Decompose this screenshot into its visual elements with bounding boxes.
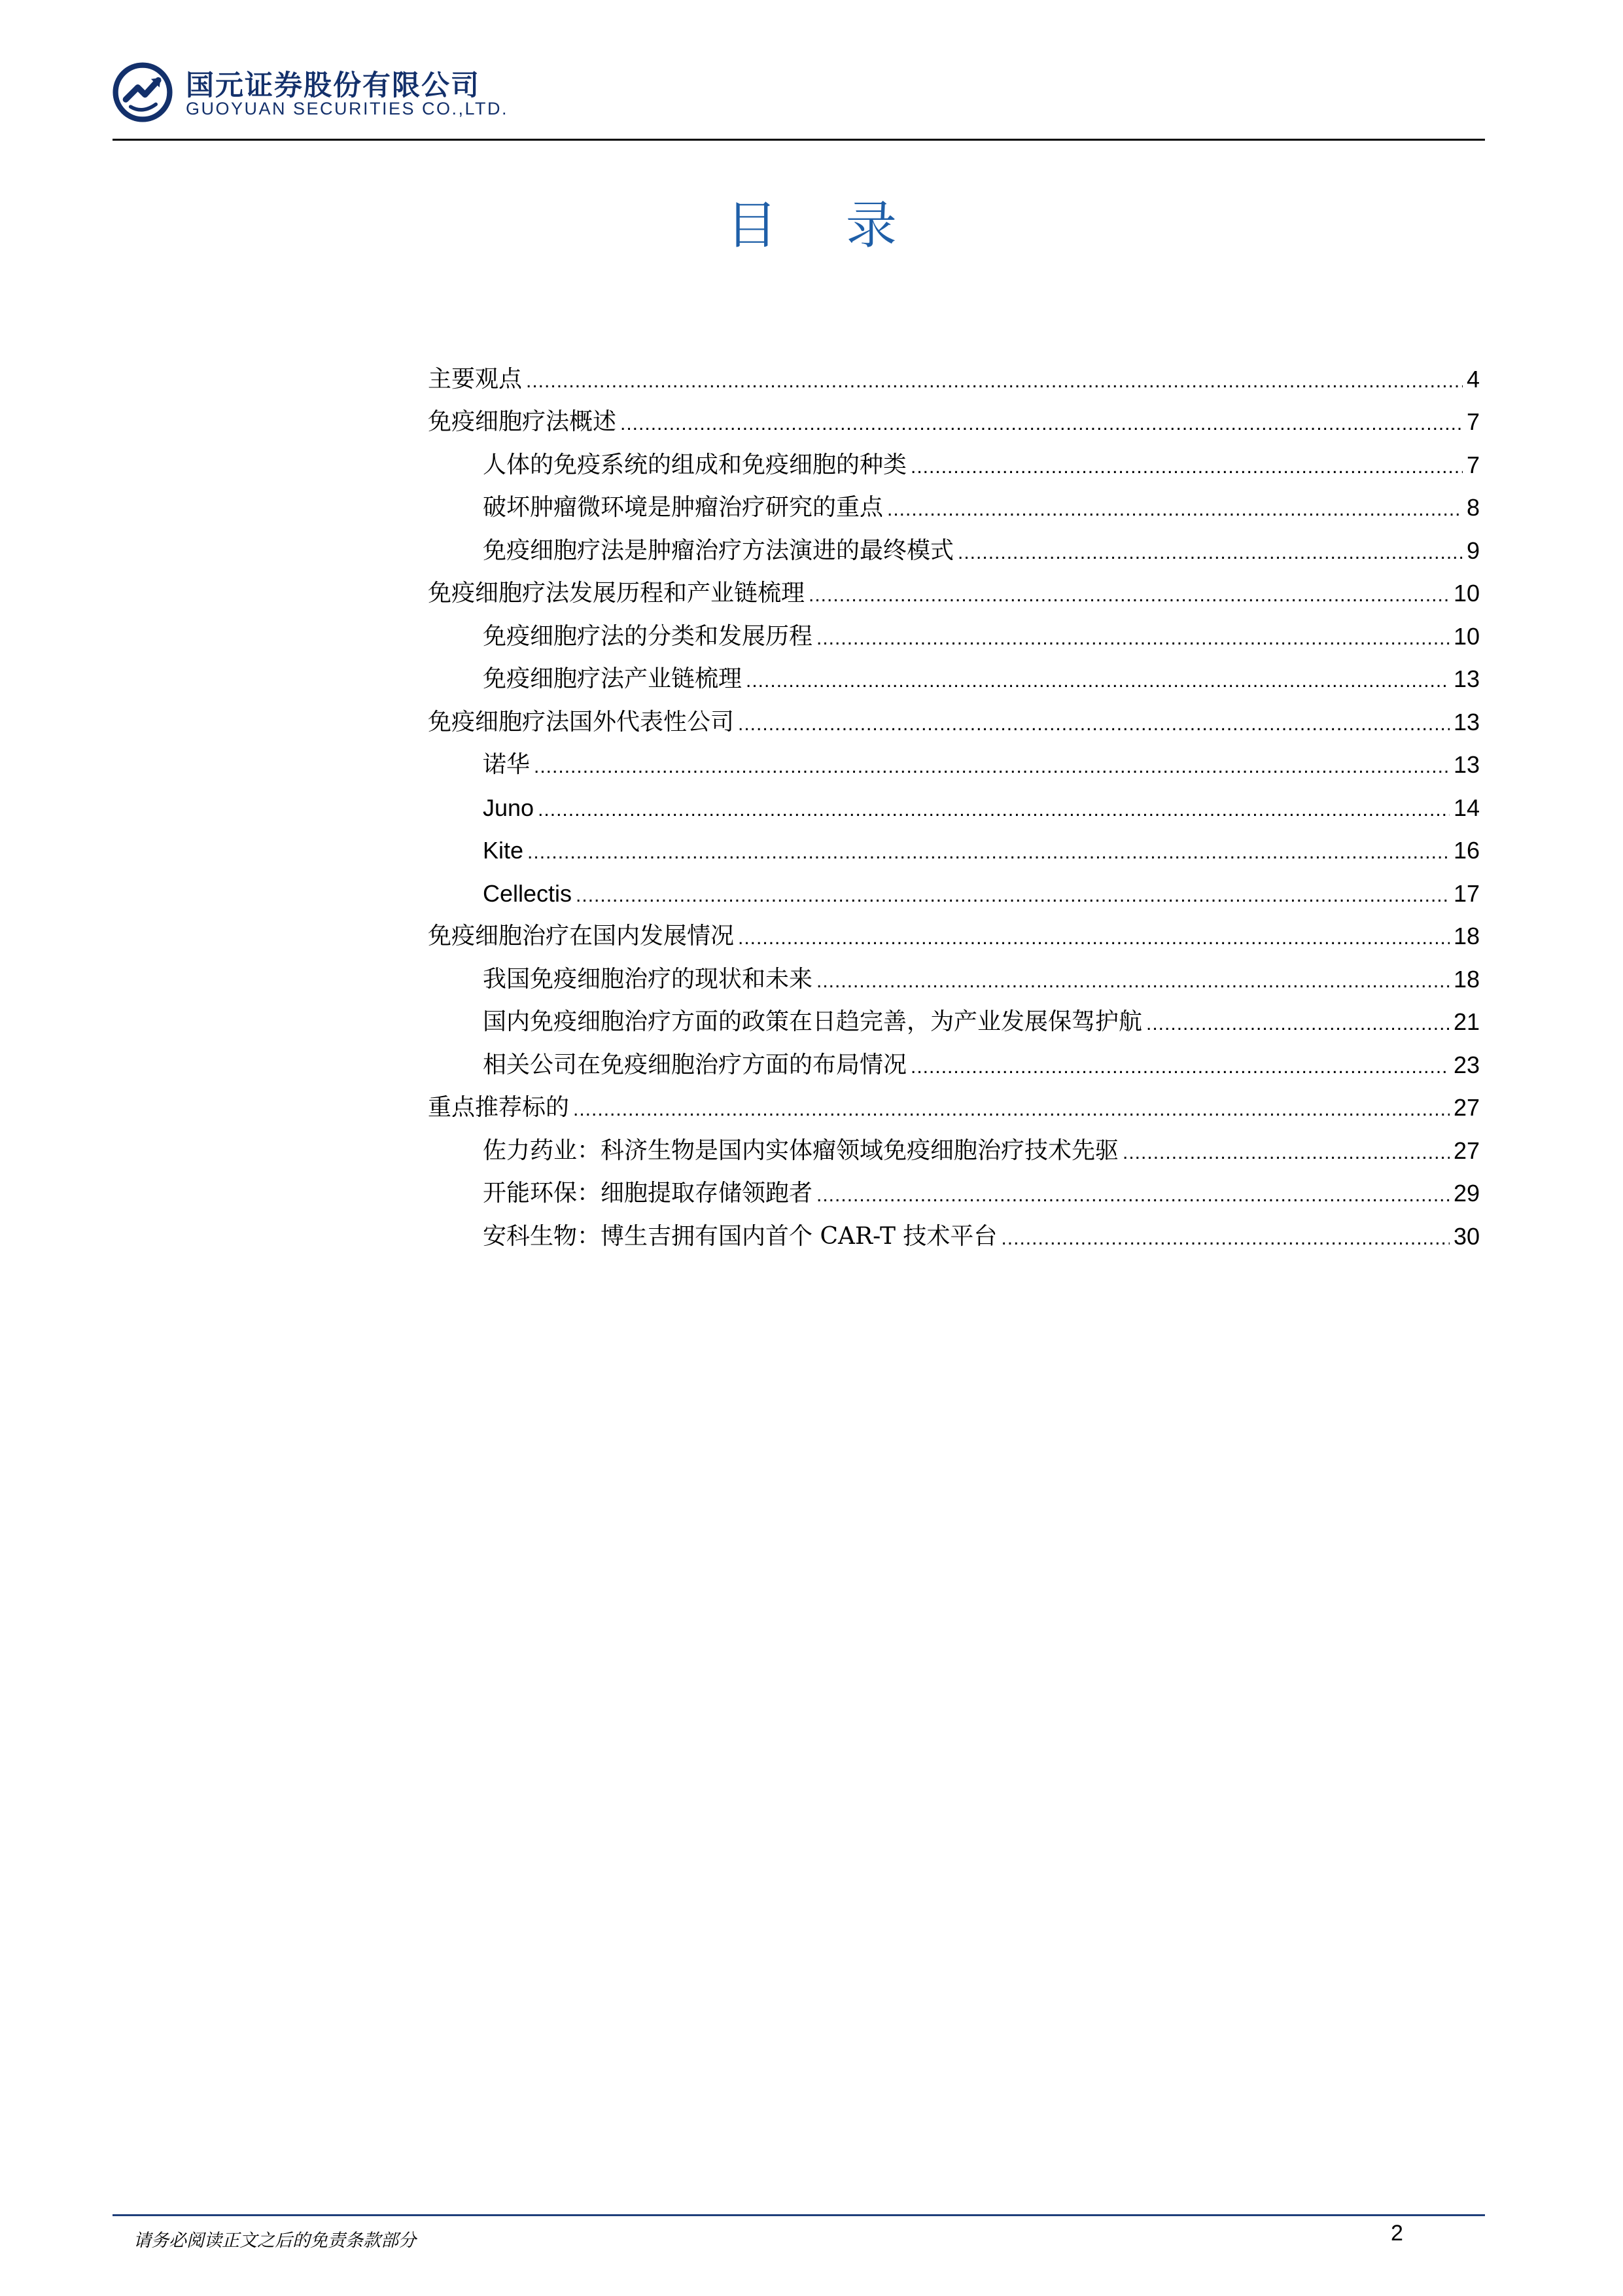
toc-entry-label: 诺华 [483,751,531,778]
toc-dot-leader [816,629,1450,648]
toc-entry-page: 4 [1466,365,1480,393]
toc-entry-label: Cellectis [483,879,572,907]
toc-entry[interactable] [428,477,1480,520]
toc-entry-page: 30 [1453,1222,1480,1250]
toc-dot-leader [911,1057,1450,1077]
toc-dot-leader [816,972,1450,991]
toc-entry[interactable] [428,777,1480,820]
company-name-en: GUOYUAN SECURITIES CO.,LTD. [186,99,509,118]
toc-entry-label: 破坏肿瘤微环境是肿瘤治疗研究的重点 [483,494,884,521]
company-name-cn: 国元证券股份有限公司 [186,69,480,102]
toc-entry-page: 13 [1453,665,1480,692]
toc-entry-page: 23 [1453,1051,1480,1078]
toc-entry-label: 免疫细胞治疗在国内发展情况 [428,923,735,949]
toc-entry[interactable] [428,1205,1480,1248]
toc-entry-page: 8 [1466,494,1480,521]
toc-dot-leader [538,800,1450,820]
toc-dot-leader [526,372,1463,391]
toc-entry[interactable] [428,820,1480,863]
toc-dot-leader [816,1186,1450,1205]
toc-entry[interactable] [428,906,1480,949]
toc-entry[interactable] [428,605,1480,648]
page-title: 目 录 [726,196,923,255]
footer-disclaimer: 请务必阅读正文之后的免责条款部分 [133,2231,416,2251]
toc-entry-label: 主要观点 [428,365,523,393]
toc-entry-page: 10 [1453,580,1480,607]
toc-entry-page: 14 [1453,794,1480,821]
toc-entry-label: Juno [483,794,534,821]
toc-entry-label: 免疫细胞疗法发展历程和产业链梳理 [428,580,805,607]
toc-entry[interactable] [428,1163,1480,1206]
toc-entry-label: 开能环保：细胞提取存储领跑者 [483,1180,813,1207]
toc-entry-page: 13 [1453,708,1480,735]
toc-entry[interactable] [428,991,1480,1034]
footer-page-number: 2 [1391,2221,1403,2246]
header-divider [113,139,1485,141]
toc-entry-page: 29 [1453,1180,1480,1207]
toc-entry-page: 10 [1453,622,1480,650]
toc-entry-label: 安科生物：博生吉拥有国内首个 CAR-T 技术平台 [483,1222,998,1250]
toc-entry[interactable] [428,391,1480,434]
toc-dot-leader [746,671,1450,691]
toc-entry[interactable] [428,520,1480,563]
toc-entry-page: 9 [1466,537,1480,564]
footer-divider [113,2214,1485,2216]
toc-dot-leader [911,457,1463,477]
toc-dot-leader [887,500,1463,520]
toc-entry-label: 相关公司在免疫细胞治疗方面的布局情况 [483,1051,907,1078]
toc-entry-label: 重点推荐标的 [428,1094,570,1121]
toc-entry-label: 免疫细胞疗法是肿瘤治疗方法演进的最终模式 [483,537,954,564]
toc-entry[interactable] [428,434,1480,477]
toc-entry[interactable] [428,1120,1480,1163]
toc-entry-page: 16 [1453,837,1480,864]
guoyuan-logo-icon [113,62,173,122]
toc-entry-label: 免疫细胞疗法产业链梳理 [483,665,742,692]
toc-entry-label: 我国免疫细胞治疗的现状和未来 [483,965,813,993]
toc-dot-leader [527,843,1450,862]
toc-dot-leader [738,715,1450,734]
toc-entry-page: 7 [1466,451,1480,478]
toc-entry-label: 免疫细胞疗法概述 [428,408,617,435]
toc-dot-leader [1123,1143,1450,1163]
toc-dot-leader [958,543,1463,563]
toc-dot-leader [1146,1014,1450,1034]
toc-entry-page: 13 [1453,751,1480,778]
toc-dot-leader [534,757,1450,777]
toc-entry-page: 18 [1453,923,1480,949]
toc-entry[interactable] [428,1034,1480,1077]
toc-dot-leader [809,586,1450,605]
toc-entry-label: 佐力药业：科济生物是国内实体瘤领域免疫细胞治疗技术先驱 [483,1137,1119,1164]
toc-dot-leader [573,1100,1450,1120]
toc-entry-label: 人体的免疫系统的组成和免疫细胞的种类 [483,451,907,478]
toc-entry[interactable] [428,691,1480,734]
toc-entry[interactable] [428,948,1480,991]
toc-entry-page: 27 [1453,1094,1480,1121]
toc-entry-label: 免疫细胞疗法的分类和发展历程 [483,622,813,650]
toc-entry[interactable] [428,862,1480,906]
page-header [113,62,1486,141]
toc-entry-page: 18 [1453,965,1480,993]
toc-entry-label: 免疫细胞疗法国外代表性公司 [428,708,735,735]
toc-entry-label: 国内免疫细胞治疗方面的政策在日趋完善，为产业发展保驾护航 [483,1008,1143,1035]
toc-entry-page: 21 [1453,1008,1480,1035]
toc-entry-page: 17 [1453,879,1480,907]
toc-dot-leader [1001,1229,1450,1248]
toc-entry-page: 7 [1466,408,1480,435]
toc-entry-page: 27 [1453,1137,1480,1164]
toc-dot-leader [738,928,1450,948]
table-of-contents [428,348,1480,1248]
toc-entry[interactable] [428,563,1480,606]
toc-entry[interactable] [428,1077,1480,1120]
toc-entry[interactable] [428,348,1480,391]
toc-entry-label: Kite [483,837,524,864]
toc-dot-leader [620,414,1463,434]
toc-entry[interactable] [428,734,1480,777]
toc-entry[interactable] [428,648,1480,692]
toc-dot-leader [576,886,1450,906]
